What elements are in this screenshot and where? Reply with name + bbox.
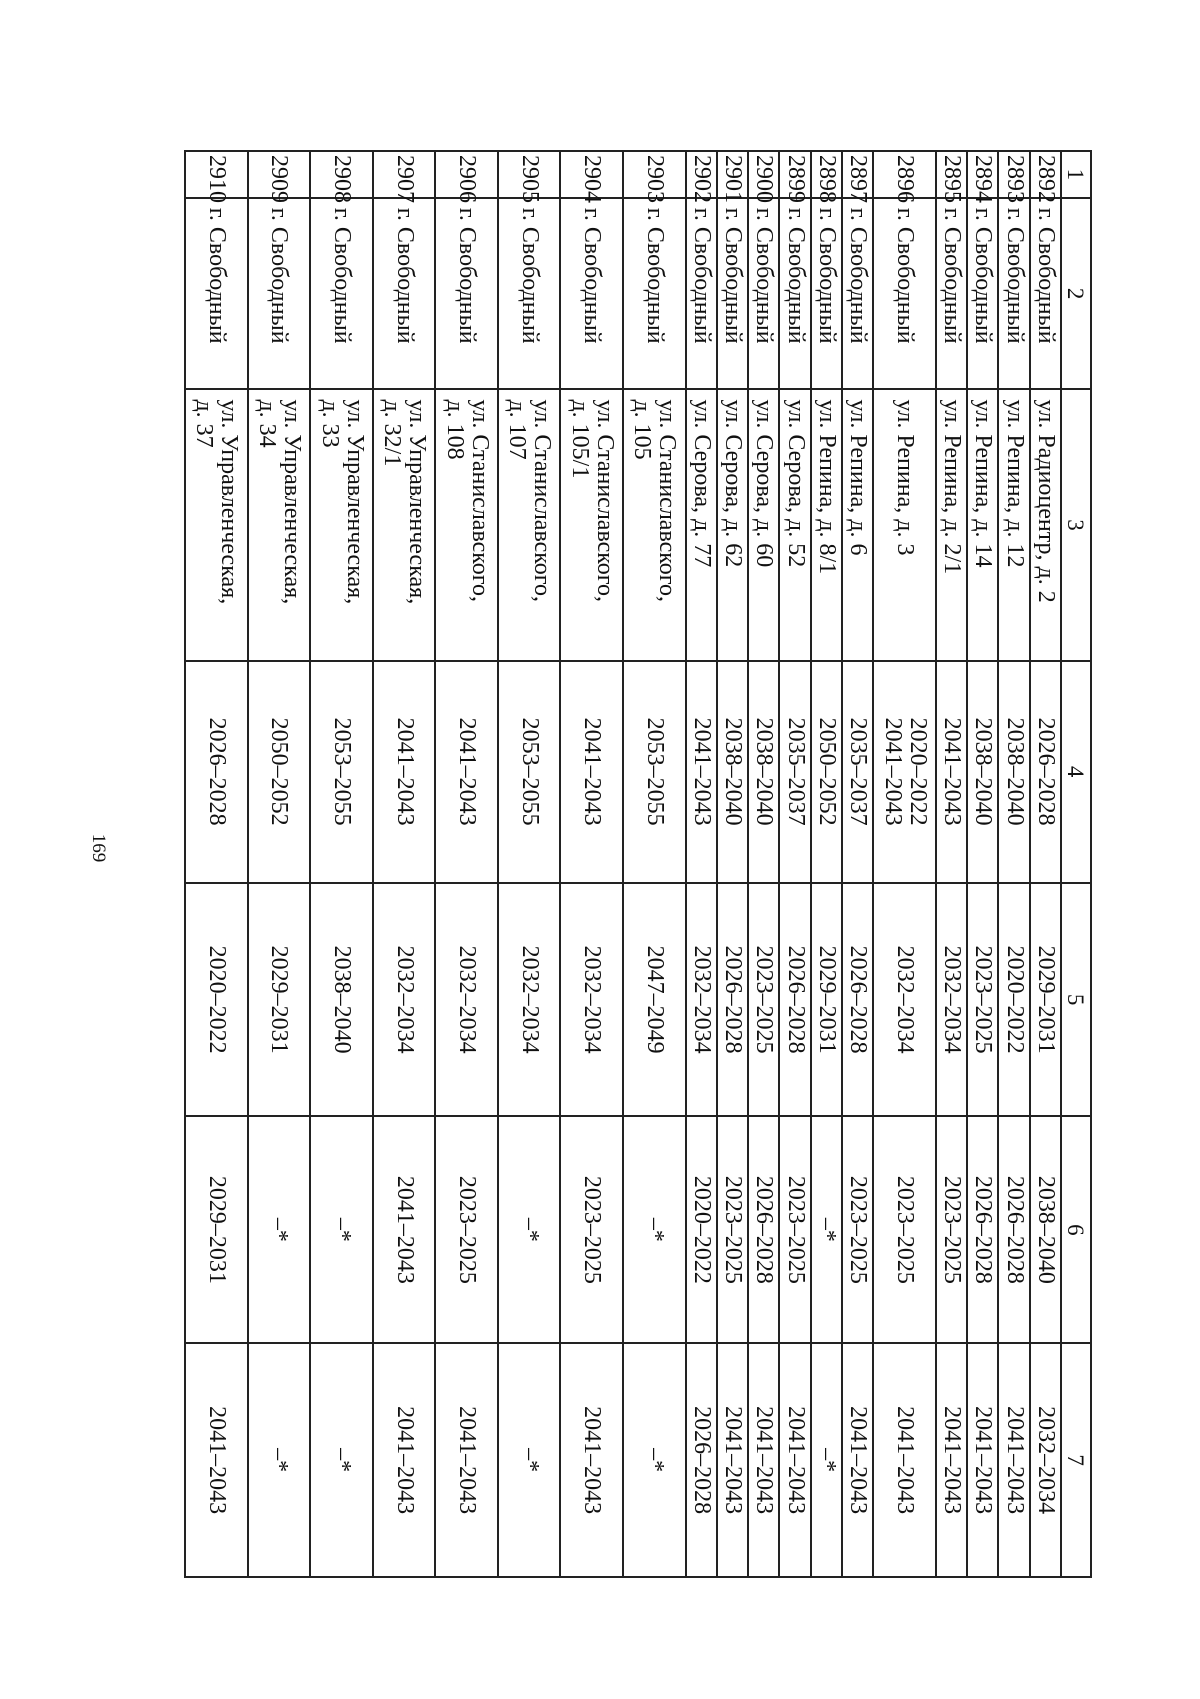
cell-settlement: г. Свободный bbox=[842, 198, 873, 390]
table-row bbox=[623, 151, 686, 1577]
column-header-5: 5 bbox=[1061, 883, 1091, 1117]
cell-period-col7: –* bbox=[310, 1343, 373, 1577]
table-row bbox=[248, 151, 311, 1577]
cell-period-col6: 2038–2040 bbox=[1030, 1116, 1061, 1343]
cell-period-col7: –* bbox=[811, 1343, 842, 1577]
cell-period-col7: 2041–2043 bbox=[561, 1343, 624, 1577]
table-row bbox=[998, 151, 1029, 1577]
cell-period-col5: 2026–2028 bbox=[717, 883, 748, 1117]
cell-address: ул. Серова, д. 52 bbox=[779, 389, 810, 660]
cell-period-col5: 2026–2028 bbox=[842, 883, 873, 1117]
cell-period-col5: 2023–2025 bbox=[967, 883, 998, 1117]
cell-address: ул. Репина, д. 2/1 bbox=[936, 389, 967, 660]
cell-period-col6: 2023–2025 bbox=[779, 1116, 810, 1343]
schedule-table bbox=[184, 150, 1092, 1578]
cell-address: ул. Репина, д. 8/1 bbox=[811, 389, 842, 660]
cell-period-col4: 2038–2040 bbox=[967, 661, 998, 883]
cell-settlement: г. Свободный bbox=[936, 198, 967, 390]
table-row bbox=[310, 151, 373, 1577]
table-row bbox=[561, 151, 624, 1577]
cell-row-number: 2900 bbox=[748, 151, 779, 198]
cell-row-number: 2898 bbox=[811, 151, 842, 198]
cell-period-col4: 2020–2022 2041–2043 bbox=[873, 661, 936, 883]
cell-address: ул. Станиславского, д. 105/1 bbox=[561, 389, 624, 660]
table-row bbox=[873, 151, 936, 1577]
cell-settlement: г. Свободный bbox=[310, 198, 373, 390]
cell-period-col5: 2023–2025 bbox=[748, 883, 779, 1117]
cell-period-col4: 2038–2040 bbox=[717, 661, 748, 883]
cell-settlement: г. Свободный bbox=[1030, 198, 1061, 390]
table-row bbox=[779, 151, 810, 1577]
cell-row-number: 2895 bbox=[936, 151, 967, 198]
cell-period-col4: 2053–2055 bbox=[498, 661, 561, 883]
cell-address: ул. Станиславского, д. 105 bbox=[623, 389, 686, 660]
cell-row-number: 2894 bbox=[967, 151, 998, 198]
cell-row-number: 2902 bbox=[686, 151, 717, 198]
cell-period-col7: 2041–2043 bbox=[748, 1343, 779, 1577]
cell-address: ул. Управленческая, д. 33 bbox=[310, 389, 373, 660]
cell-period-col5: 2032–2034 bbox=[373, 883, 436, 1117]
cell-settlement: г. Свободный bbox=[967, 198, 998, 390]
cell-period-col7: 2041–2043 bbox=[779, 1343, 810, 1577]
cell-settlement: г. Свободный bbox=[185, 198, 248, 390]
cell-period-col4: 2050–2052 bbox=[811, 661, 842, 883]
cell-period-col6: 2023–2025 bbox=[435, 1116, 498, 1343]
cell-row-number: 2904 bbox=[561, 151, 624, 198]
cell-address: ул. Управленческая, д. 37 bbox=[185, 389, 248, 660]
cell-period-col4: 2041–2043 bbox=[686, 661, 717, 883]
cell-period-col7: 2041–2043 bbox=[435, 1343, 498, 1577]
cell-period-col6: 2041–2043 bbox=[373, 1116, 436, 1343]
cell-settlement: г. Свободный bbox=[811, 198, 842, 390]
cell-period-col6: 2026–2028 bbox=[748, 1116, 779, 1343]
cell-period-col7: 2032–2034 bbox=[1030, 1343, 1061, 1577]
cell-address: ул. Репина, д. 3 bbox=[873, 389, 936, 660]
cell-period-col6: 2026–2028 bbox=[967, 1116, 998, 1343]
column-header-3: 3 bbox=[1061, 389, 1091, 660]
column-header-1: 1 bbox=[1061, 151, 1091, 198]
table-row bbox=[498, 151, 561, 1577]
cell-period-col5: 2029–2031 bbox=[811, 883, 842, 1117]
cell-period-col5: 2038–2040 bbox=[310, 883, 373, 1117]
cell-settlement: г. Свободный bbox=[873, 198, 936, 390]
cell-settlement: г. Свободный bbox=[623, 198, 686, 390]
table-row bbox=[748, 151, 779, 1577]
cell-period-col7: 2041–2043 bbox=[842, 1343, 873, 1577]
cell-address: ул. Серова, д. 60 bbox=[748, 389, 779, 660]
cell-address: ул. Серова, д. 62 bbox=[717, 389, 748, 660]
cell-period-col6: 2026–2028 bbox=[998, 1116, 1029, 1343]
cell-period-col5: 2032–2034 bbox=[498, 883, 561, 1117]
cell-row-number: 2903 bbox=[623, 151, 686, 198]
cell-period-col7: –* bbox=[498, 1343, 561, 1577]
cell-period-col6: 2023–2025 bbox=[936, 1116, 967, 1343]
cell-period-col7: 2041–2043 bbox=[936, 1343, 967, 1577]
cell-period-col4: 2041–2043 bbox=[561, 661, 624, 883]
cell-row-number: 2905 bbox=[498, 151, 561, 198]
table-row bbox=[717, 151, 748, 1577]
cell-period-col5: 2032–2034 bbox=[435, 883, 498, 1117]
column-header-7: 7 bbox=[1061, 1343, 1091, 1577]
table-row bbox=[967, 151, 998, 1577]
cell-row-number: 2908 bbox=[310, 151, 373, 198]
column-header-4: 4 bbox=[1061, 661, 1091, 883]
cell-settlement: г. Свободный bbox=[561, 198, 624, 390]
table-row bbox=[811, 151, 842, 1577]
cell-address: ул. Управленческая, д. 32/1 bbox=[373, 389, 436, 660]
cell-row-number: 2909 bbox=[248, 151, 311, 198]
cell-period-col5: 2047–2049 bbox=[623, 883, 686, 1117]
cell-period-col6: 2023–2025 bbox=[561, 1116, 624, 1343]
cell-settlement: г. Свободный bbox=[748, 198, 779, 390]
cell-period-col4: 2035–2037 bbox=[779, 661, 810, 883]
cell-period-col6: –* bbox=[310, 1116, 373, 1343]
cell-row-number: 2907 bbox=[373, 151, 436, 198]
cell-period-col4: 2026–2028 bbox=[185, 661, 248, 883]
cell-address: ул. Радиоцентр, д. 2 bbox=[1030, 389, 1061, 660]
cell-period-col4: 2035–2037 bbox=[842, 661, 873, 883]
cell-period-col4: 2053–2055 bbox=[623, 661, 686, 883]
cell-address: ул. Станиславского, д. 107 bbox=[498, 389, 561, 660]
cell-period-col7: 2041–2043 bbox=[967, 1343, 998, 1577]
cell-period-col4: 2050–2052 bbox=[248, 661, 311, 883]
cell-period-col4: 2053–2055 bbox=[310, 661, 373, 883]
cell-period-col4: 2038–2040 bbox=[998, 661, 1029, 883]
cell-settlement: г. Свободный bbox=[686, 198, 717, 390]
cell-period-col6: –* bbox=[248, 1116, 311, 1343]
cell-period-col4: 2041–2043 bbox=[936, 661, 967, 883]
cell-period-col7: 2026–2028 bbox=[686, 1343, 717, 1577]
cell-row-number: 2901 bbox=[717, 151, 748, 198]
cell-settlement: г. Свободный bbox=[498, 198, 561, 390]
cell-period-col6: –* bbox=[498, 1116, 561, 1343]
cell-period-col4: 2038–2040 bbox=[748, 661, 779, 883]
cell-period-col7: 2041–2043 bbox=[717, 1343, 748, 1577]
table-row bbox=[936, 151, 967, 1577]
cell-settlement: г. Свободный bbox=[998, 198, 1029, 390]
cell-period-col5: 2029–2031 bbox=[1030, 883, 1061, 1117]
cell-period-col7: –* bbox=[623, 1343, 686, 1577]
cell-period-col7: 2041–2043 bbox=[873, 1343, 936, 1577]
cell-period-col6: 2029–2031 bbox=[185, 1116, 248, 1343]
cell-address: ул. Управленческая, д. 34 bbox=[248, 389, 311, 660]
cell-period-col4: 2041–2043 bbox=[373, 661, 436, 883]
cell-settlement: г. Свободный bbox=[717, 198, 748, 390]
cell-row-number: 2896 bbox=[873, 151, 936, 198]
cell-address: ул. Серова, д. 77 bbox=[686, 389, 717, 660]
cell-period-col5: 2032–2034 bbox=[936, 883, 967, 1117]
column-header-6: 6 bbox=[1061, 1116, 1091, 1343]
table-row bbox=[373, 151, 436, 1577]
cell-address: ул. Репина, д. 6 bbox=[842, 389, 873, 660]
cell-period-col5: 2029–2031 bbox=[248, 883, 311, 1117]
cell-period-col7: 2041–2043 bbox=[185, 1343, 248, 1577]
table-row bbox=[686, 151, 717, 1577]
cell-period-col6: 2020–2022 bbox=[686, 1116, 717, 1343]
cell-row-number: 2897 bbox=[842, 151, 873, 198]
cell-period-col6: 2023–2025 bbox=[842, 1116, 873, 1343]
table-row bbox=[842, 151, 873, 1577]
cell-period-col7: 2041–2043 bbox=[373, 1343, 436, 1577]
cell-period-col5: 2032–2034 bbox=[873, 883, 936, 1117]
cell-period-col5: 2020–2022 bbox=[998, 883, 1029, 1117]
cell-period-col6: –* bbox=[811, 1116, 842, 1343]
cell-period-col5: 2026–2028 bbox=[779, 883, 810, 1117]
cell-period-col4: 2041–2043 bbox=[435, 661, 498, 883]
cell-address: ул. Репина, д. 12 bbox=[998, 389, 1029, 660]
cell-period-col6: 2023–2025 bbox=[873, 1116, 936, 1343]
cell-period-col5: 2020–2022 bbox=[185, 883, 248, 1117]
cell-period-col7: –* bbox=[248, 1343, 311, 1577]
cell-settlement: г. Свободный bbox=[435, 198, 498, 390]
header-row bbox=[1061, 151, 1091, 1577]
cell-row-number: 2910 bbox=[185, 151, 248, 198]
cell-row-number: 2893 bbox=[998, 151, 1029, 198]
table-row bbox=[435, 151, 498, 1577]
cell-period-col4: 2026–2028 bbox=[1030, 661, 1061, 883]
table-frame bbox=[184, 150, 1092, 1578]
cell-period-col5: 2032–2034 bbox=[561, 883, 624, 1117]
table-row bbox=[185, 151, 248, 1577]
cell-row-number: 2906 bbox=[435, 151, 498, 198]
cell-period-col5: 2032–2034 bbox=[686, 883, 717, 1117]
column-header-2: 2 bbox=[1061, 198, 1091, 390]
cell-settlement: г. Свободный bbox=[248, 198, 311, 390]
cell-period-col6: –* bbox=[623, 1116, 686, 1343]
cell-period-col7: 2041–2043 bbox=[998, 1343, 1029, 1577]
cell-address: ул. Репина, д. 14 bbox=[967, 389, 998, 660]
cell-settlement: г. Свободный bbox=[373, 198, 436, 390]
cell-row-number: 2899 bbox=[779, 151, 810, 198]
cell-settlement: г. Свободный bbox=[779, 198, 810, 390]
page-number: 169 bbox=[88, 833, 109, 863]
cell-row-number: 2892 bbox=[1030, 151, 1061, 198]
cell-period-col6: 2023–2025 bbox=[717, 1116, 748, 1343]
cell-address: ул. Станиславского, д. 108 bbox=[435, 389, 498, 660]
table-row bbox=[1030, 151, 1061, 1577]
